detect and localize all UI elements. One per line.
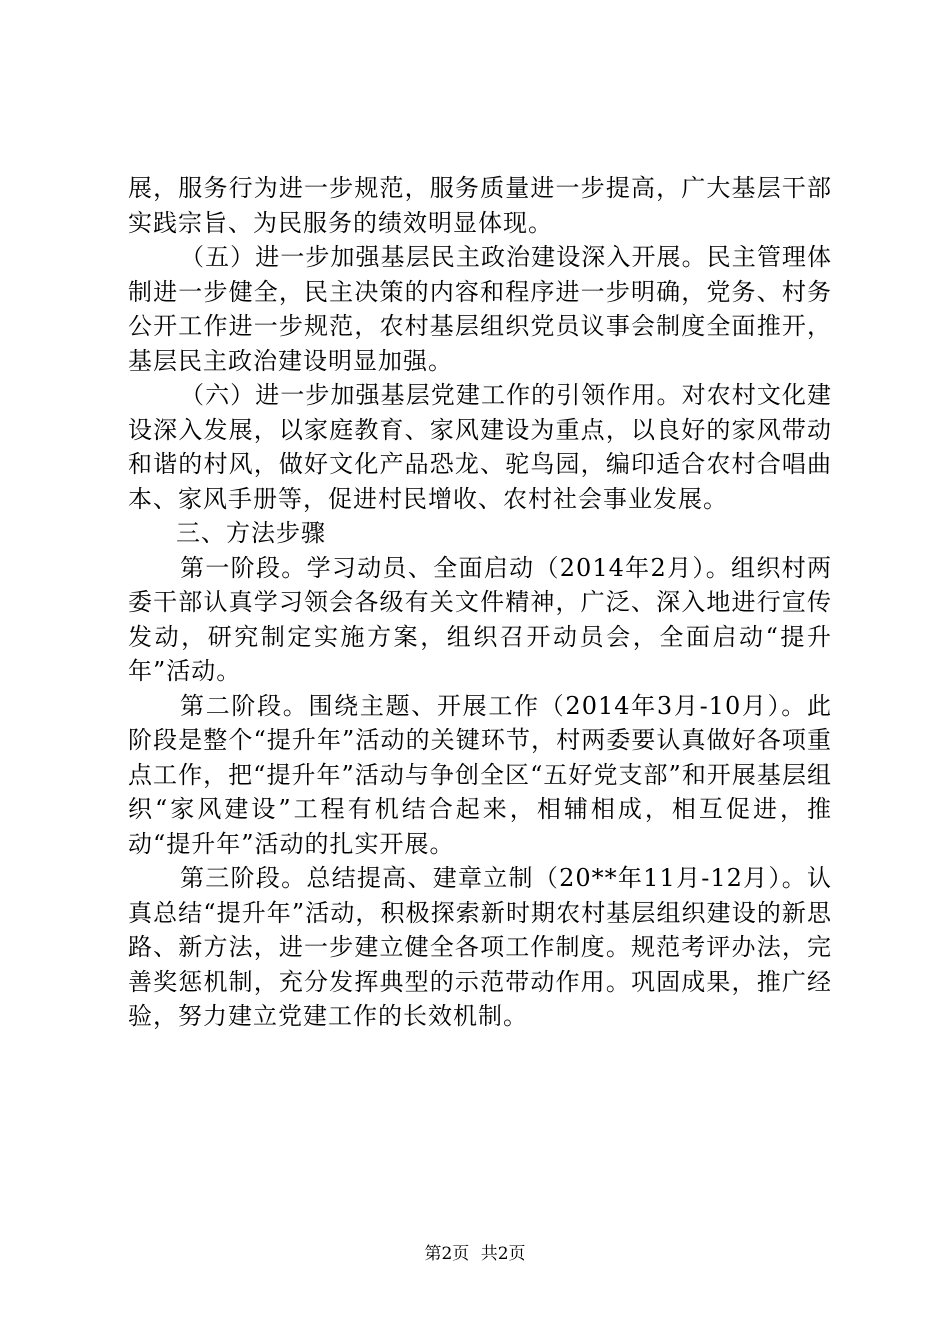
section-heading-methods: 三、方法步骤 bbox=[176, 519, 326, 547]
paragraph-stage-three: 第三阶段。总结提高、建章立制（20**年11月-12月）。认真总结“提升年”活动，积极探索新时期农村基层组织建设的新思路、新方法，进一步建立健全各项工作制度。规范考评办法，完善奖惩机制，充分发挥典型的示范带动作用。巩固成果，推广经验，努力建立党建工作的长效机制。 bbox=[128, 864, 832, 1030]
document-body bbox=[128, 171, 832, 1034]
paragraph-section-five: （五）进一步加强基层民主政治建设深入开展。民主管理体制进一步健全，民主决策的内容和程序进一步明确，党务、村务公开工作进一步规范，农村基层组织党员议事会制度全面推开，基层民主政治建设明显加强。 bbox=[128, 243, 832, 375]
paragraph-continuation: 展，服务行为进一步规范，服务质量进一步提高，广大基层干部实践宗旨、为民服务的绩效明显体现。 bbox=[128, 174, 832, 237]
paragraph-section-six: （六）进一步加强基层党建工作的引领作用。对农村文化建设深入发展，以家庭教育、家风建设为重点，以良好的家风带动和谐的村风，做好文化产品恐龙、驼鸟园，编印适合农村合唱曲本、家风手册等，促进村民增收、农村社会事业发展。 bbox=[128, 381, 832, 513]
paragraph-stage-one: 第一阶段。学习动员、全面启动（2014年2月）。组织村两委干部认真学习领会各级有关文件精神，广泛、深入地进行宣传发动，研究制定实施方案，组织召开动员会，全面启动“提升年”活动。 bbox=[128, 553, 832, 685]
page-number: 第2页 bbox=[424, 1244, 470, 1264]
page-footer bbox=[0, 1242, 950, 1266]
paragraph-stage-two: 第二阶段。围绕主题、开展工作（2014年3月-10月）。此阶段是整个“提升年”活动的关键环节，村两委要认真做好各项重点工作，把“提升年”活动与争创全区“五好党支部”和开展基层组织“家风建设”工程有机结合起来，相辅相成，相互促进，推动“提升年”活动的扎实开展。 bbox=[128, 691, 832, 858]
page-total: 共2页 bbox=[480, 1244, 526, 1264]
